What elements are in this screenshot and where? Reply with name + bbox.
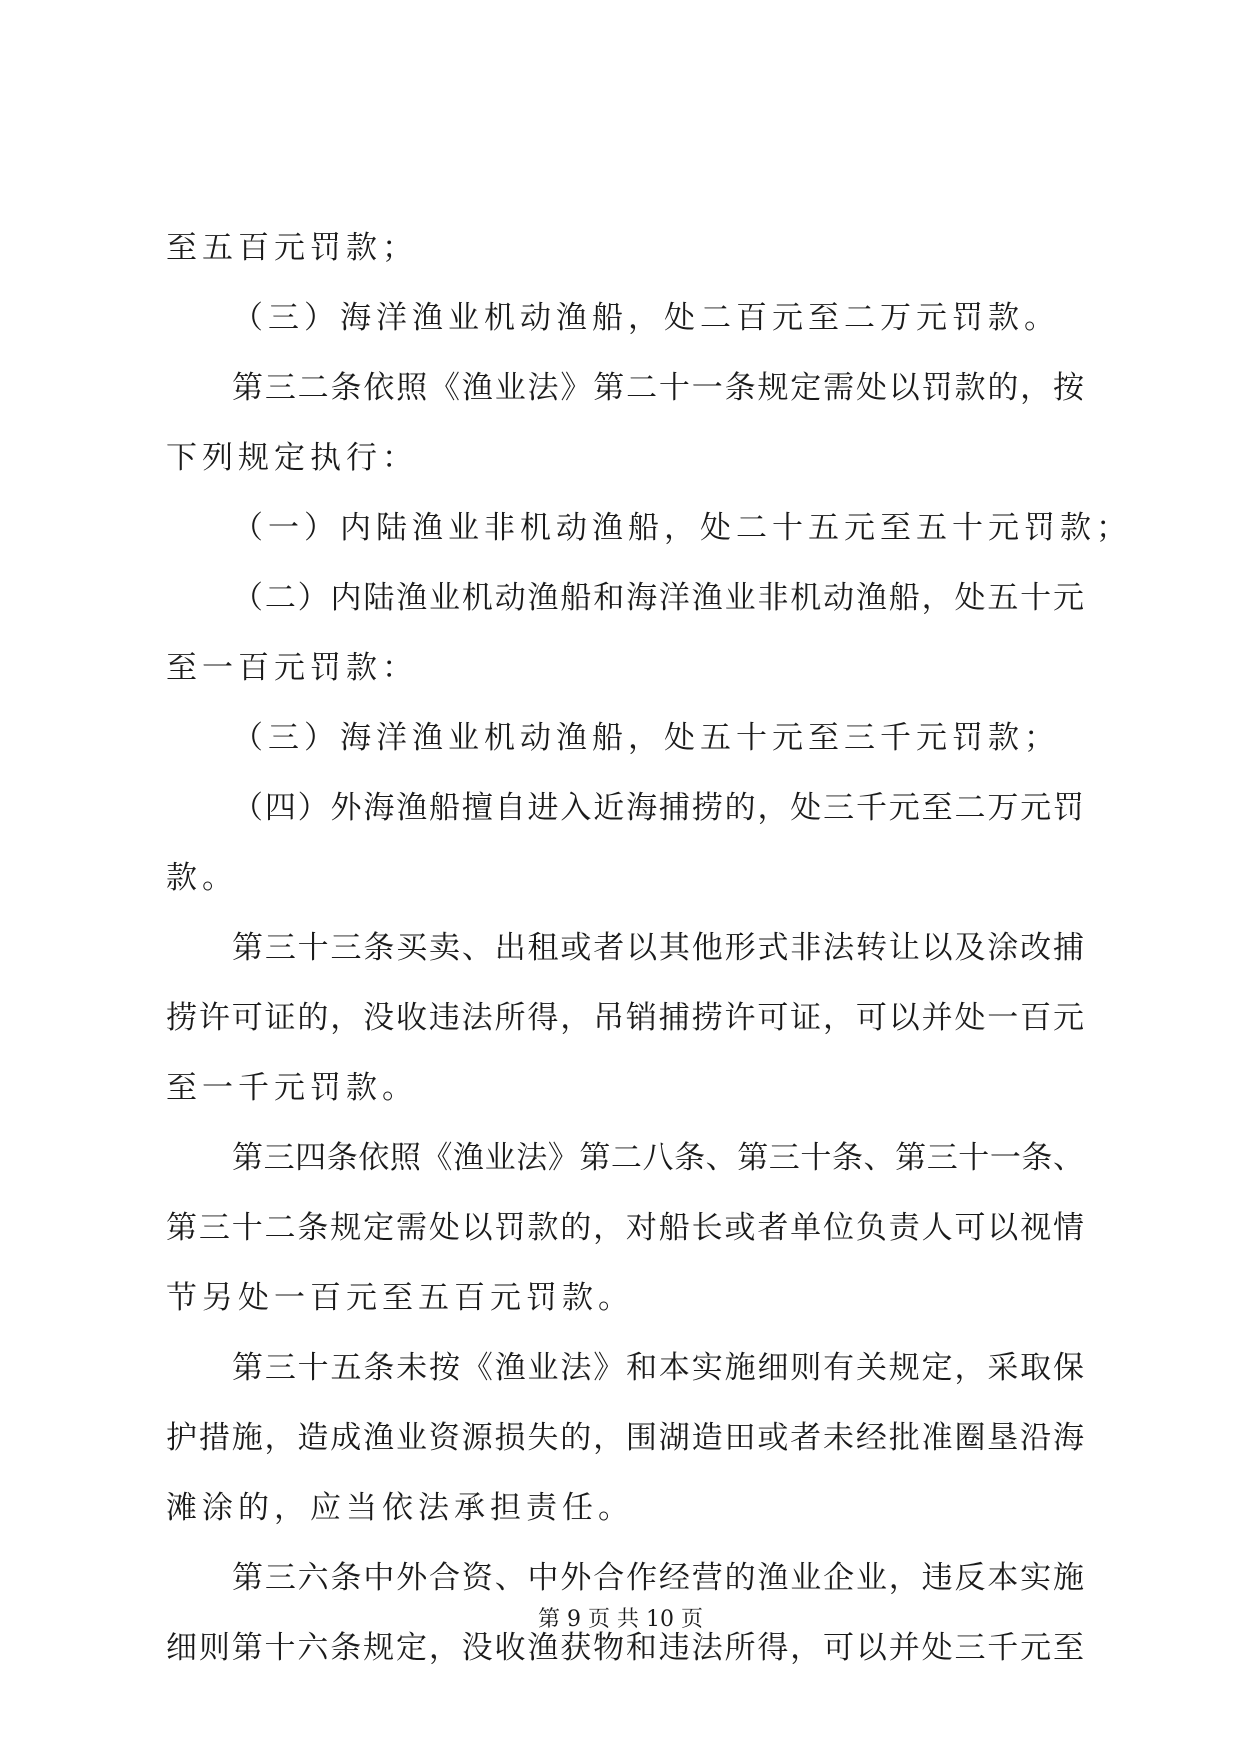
- text-line: （四）外海渔船擅自进入近海捕捞的，处三千元至二万元罚: [232, 790, 1084, 826]
- text-line: 第三四条依照《渔业法》第二八条、第三十条、第三十一条、: [232, 1140, 1084, 1176]
- text-line: （三）海洋渔业机动渔船，处二百元至二万元罚款。: [232, 300, 1060, 336]
- text-line: 捞许可证的，没收违法所得，吊销捕捞许可证，可以并处一百元: [166, 1000, 1084, 1036]
- text-line: 第三十二条规定需处以罚款的，对船长或者单位负责人可以视情: [166, 1210, 1084, 1246]
- text-line: 细则第十六条规定，没收渔获物和违法所得，可以并处三千元至: [166, 1630, 1084, 1666]
- text-line: 第三十三条买卖、出租或者以其他形式非法转让以及涂改捕: [232, 930, 1084, 966]
- text-line: 至一千元罚款。: [166, 1070, 418, 1106]
- text-line: 节另处一百元至五百元罚款。: [166, 1280, 634, 1316]
- text-line: 第三六条中外合资、中外合作经营的渔业企业，违反本实施: [232, 1560, 1084, 1596]
- page-number-footer: 第 9 页 共 10 页: [538, 1607, 703, 1632]
- text-line: 款。: [166, 860, 238, 896]
- text-line: 滩涂的，应当依法承担责任。: [166, 1490, 634, 1526]
- text-line: （三）海洋渔业机动渔船，处五十元至三千元罚款；: [232, 720, 1060, 756]
- text-line: （一）内陆渔业非机动渔船，处二十五元至五十元罚款；: [232, 510, 1132, 546]
- text-line: 第三十五条未按《渔业法》和本实施细则有关规定，采取保: [232, 1350, 1084, 1386]
- text-line: 护措施，造成渔业资源损失的，围湖造田或者未经批准圈垦沿海: [166, 1420, 1084, 1456]
- text-line: 下列规定执行：: [166, 440, 418, 476]
- text-line: 至五百元罚款；: [166, 230, 418, 266]
- text-line: 第三二条依照《渔业法》第二十一条规定需处以罚款的，按: [232, 370, 1084, 406]
- text-line: 至一百元罚款：: [166, 650, 418, 686]
- text-line: （二）内陆渔业机动渔船和海洋渔业非机动渔船，处五十元: [232, 580, 1084, 616]
